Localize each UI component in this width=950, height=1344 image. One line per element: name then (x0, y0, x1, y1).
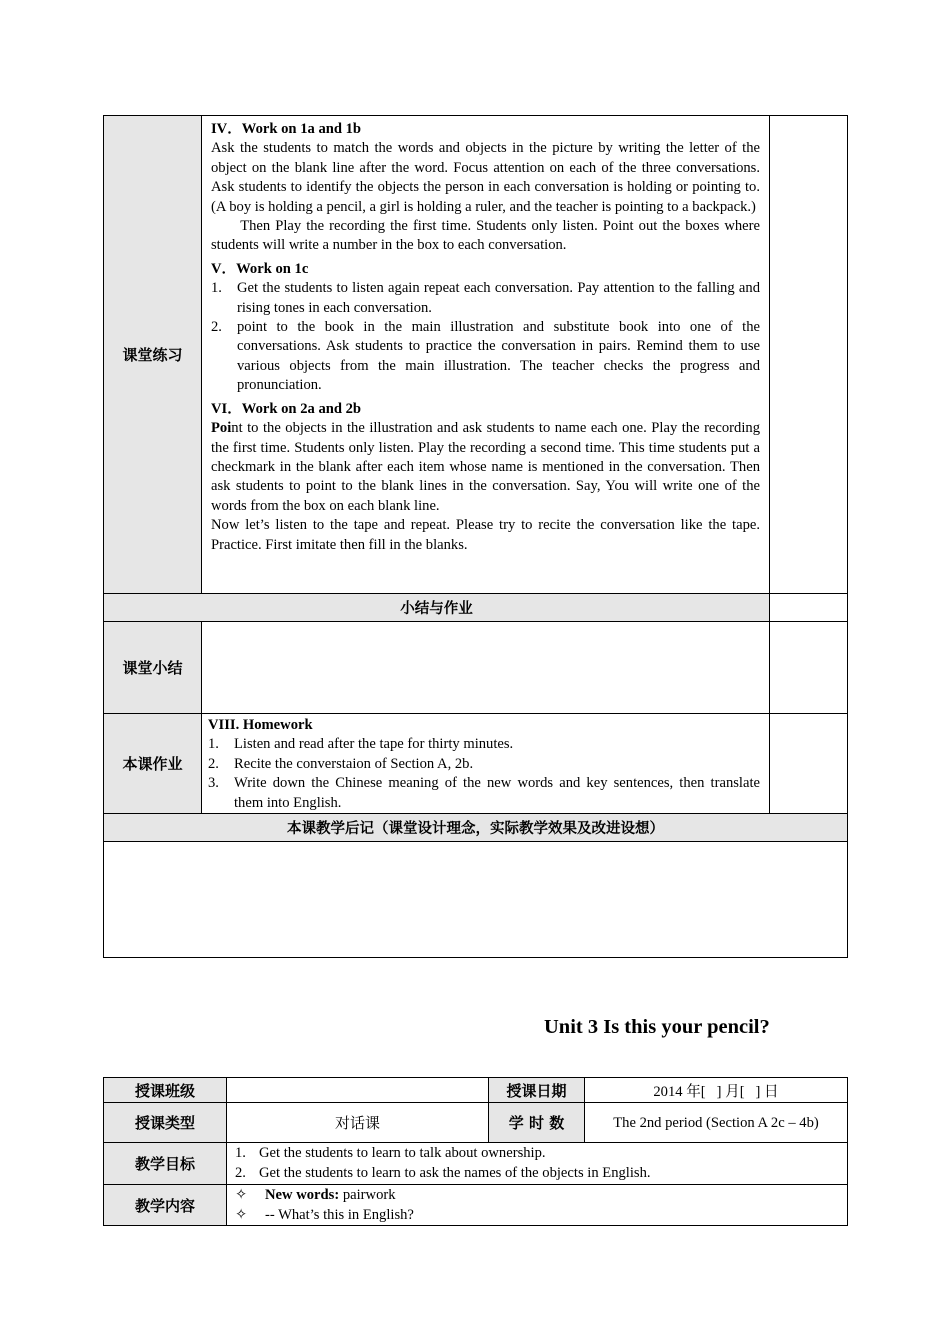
section-v-heading: V．Work on 1c (211, 260, 309, 277)
reflection-heading-row (104, 814, 848, 842)
homework-notes-cell (770, 714, 848, 814)
type-row (104, 1103, 848, 1143)
summary-heading-notes (770, 594, 848, 622)
section-iv-heading: IV．Work on 1a and 1b (211, 121, 362, 137)
homework-item-1: 1. Listen and read after the tape for thirty minutes. (208, 736, 514, 753)
content-line-1: ✧ New words: pairwork (235, 1186, 396, 1203)
type-label: 授课类型 (104, 1103, 227, 1143)
type-value: 对话课 (227, 1103, 489, 1143)
goal-item-1: 1. Get the students to learn to talk about ownership. (235, 1145, 546, 1161)
reflection-heading: 本课教学后记（课堂设计理念，实际教学效果及改进设想） (104, 814, 848, 842)
class-value (227, 1078, 489, 1103)
reflection-row (104, 842, 848, 958)
lesson-plan-table (103, 115, 848, 958)
content-label: 教学内容 (104, 1185, 227, 1226)
summary-label: 课堂小结 (104, 622, 202, 714)
hours-label: 学 时 数 (489, 1103, 585, 1143)
practice-content (202, 116, 770, 594)
summary-heading: 小结与作业 (104, 594, 770, 622)
content-row (104, 1185, 848, 1226)
reflection-content (104, 842, 848, 958)
section-vi-para-1: Point to the objects in the illustration and ask students to name each one. Play the recording the first time. Students only listen. Play the recording a second time. This time students put a checkmark in the blank after each item whose name is mentioned in the conversation. Then ask students to point to the blank lines in the conversation. Say, You will write one of the words from the box on each blank line. (211, 420, 760, 514)
section-iv-para-1: Ask the students to match the words and objects in the picture by writing the letter of the object on the blank line after the word. Focus attention on each of the three conversations. Ask students to identify the objects the person in each conversation is holding or pointing to.(A boy is holding a pencil, a girl is holding a ruler, and the teacher is pointing to a backpack.) (211, 140, 760, 215)
diamond-bullet-icon: ✧ (235, 1206, 248, 1223)
summary-notes-cell (770, 622, 848, 714)
summary-heading-row (104, 594, 848, 622)
content-line-2: ✧ -- What’s this in English? (235, 1206, 414, 1223)
practice-row (104, 116, 848, 594)
homework-content (202, 714, 770, 814)
date-label: 授课日期 (489, 1078, 585, 1103)
practice-notes-cell (770, 116, 848, 594)
practice-label: 课堂练习 (104, 116, 202, 594)
document-title: Unit 3 Is this your pencil? (544, 1016, 770, 1038)
homework-item-3: 3. Write down the Chinese meaning of the new words and key sentences, then translate them into English. (208, 775, 760, 811)
goal-item-2: 2. Get the students to learn to ask the names of the objects in English. (235, 1164, 651, 1181)
homework-heading: VIII. Homework (208, 717, 313, 733)
goals-row (104, 1143, 848, 1185)
goals-content (227, 1143, 848, 1185)
summary-content (202, 622, 770, 714)
diamond-bullet-icon: ✧ (235, 1186, 248, 1203)
section-vi-heading: VI．Work on 2a and 2b (211, 400, 362, 417)
course-info-table (103, 1077, 848, 1226)
date-value: 2014 年[ ] 月[ ] 日 (585, 1078, 848, 1103)
homework-row (104, 714, 848, 814)
homework-item-2: 2. Recite the converstaion of Section A, 2b. (208, 755, 474, 772)
homework-label: 本课作业 (104, 714, 202, 814)
class-label: 授课班级 (104, 1078, 227, 1103)
section-iv-para-2: Then Play the recording the first time. Students only listen. Point out the boxes where students will write a number in the box to each conversation. (211, 218, 760, 254)
section-vi-para-2: Now let’s listen to the tape and repeat. Please try to recite the conversation like the tape. Practice. First imitate then fill in the blanks. (211, 517, 760, 553)
goals-label: 教学目标 (104, 1143, 227, 1185)
section-v-item-1: 1. Get the students to listen again repeat each conversation. Pay attention to the falling and rising tones in each conversation. (211, 280, 760, 316)
hours-value: The 2nd period (Section A 2c – 4b) (585, 1103, 848, 1143)
class-row (104, 1078, 848, 1103)
section-v-item-2: 2. point to the book in the main illustration and substitute book into one of the conversations. Ask students to practice the conversation in pairs. Remind them to use various objects from the main illustration. The teacher checks the progress and pronunciation. (211, 319, 760, 394)
summary-row (104, 622, 848, 714)
content-body (227, 1185, 848, 1226)
